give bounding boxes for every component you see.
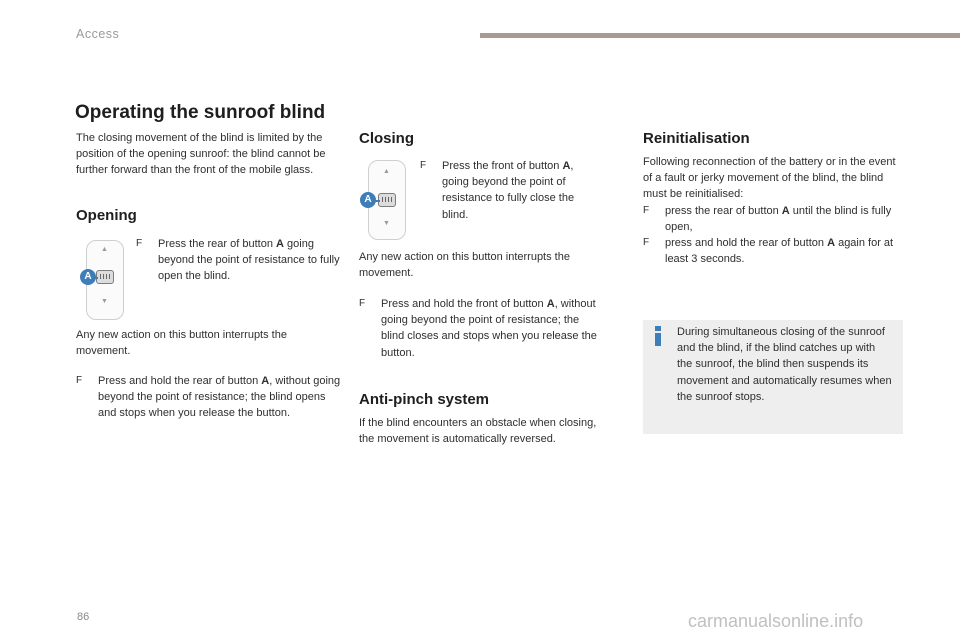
closing-heading: Closing	[359, 130, 414, 147]
bullet-icon: F	[76, 375, 83, 386]
reinitialisation-intro: Following reconnection of the battery or in the event of a fault or jerky movement of the blind, the blind must be reinitialised:	[643, 156, 896, 201]
reinitialisation-heading: Reinitialisation	[643, 130, 750, 147]
opening-heading: Opening	[76, 207, 137, 224]
bullet-icon: F	[136, 238, 143, 249]
info-icon	[652, 326, 664, 346]
reinitialisation-step-2: F press and hold the rear of button A again for at least 3 seconds.	[643, 235, 903, 267]
opening-switch-icon: ▲ ▼ A	[80, 240, 130, 322]
page-number: 86	[77, 611, 90, 623]
info-text: During simultaneous closing of the sunroof and the blind, if the blind catches up with the sunroof, the blind then suspends its movement and automatically resumes when the sunroof stops.	[677, 326, 892, 403]
bullet-icon: F	[359, 298, 366, 309]
closing-note: Any new action on this button interrupts the movement.	[359, 251, 570, 280]
closing-switch-icon: ▲ ▼ A	[360, 160, 410, 242]
anti-pinch-heading: Anti-pinch system	[359, 391, 490, 408]
intro-paragraph: The closing movement of the blind is limited by the position of the opening sunroof: the blind cannot be further forward than the front of the mobile glass.	[76, 132, 326, 177]
reinitialisation-step-1: F press the rear of button A until the blind is fully open,	[643, 203, 903, 235]
opening-step-2: F Press and hold the rear of button A, without going beyond the point of resistance; the blind opens and stops when you release the button.	[76, 373, 341, 422]
button-a-badge: A	[360, 192, 376, 208]
bullet-icon: F	[643, 205, 650, 216]
button-a-badge: A	[80, 269, 96, 285]
opening-note: Any new action on this button interrupts the movement.	[76, 329, 287, 358]
section-label: Access	[76, 27, 120, 41]
opening-step-1: F Press the rear of button A going beyond the point of resistance to fully open the blind.	[136, 236, 341, 285]
closing-step-1: F Press the front of button A, going beyond the point of resistance to fully close the blind.	[420, 158, 600, 223]
bullet-icon: F	[643, 237, 650, 248]
page-title: Operating the sunroof blind	[75, 102, 326, 123]
anti-pinch-paragraph: If the blind encounters an obstacle when closing, the movement is automatically reversed.	[359, 417, 597, 446]
bullet-icon: F	[420, 160, 427, 171]
watermark: carmanualsonline.info	[688, 611, 864, 631]
header-bar	[480, 33, 960, 38]
closing-step-2: F Press and hold the front of button A, without going beyond the point of resistance; the blind closes and stops when you release the button.	[359, 296, 604, 361]
